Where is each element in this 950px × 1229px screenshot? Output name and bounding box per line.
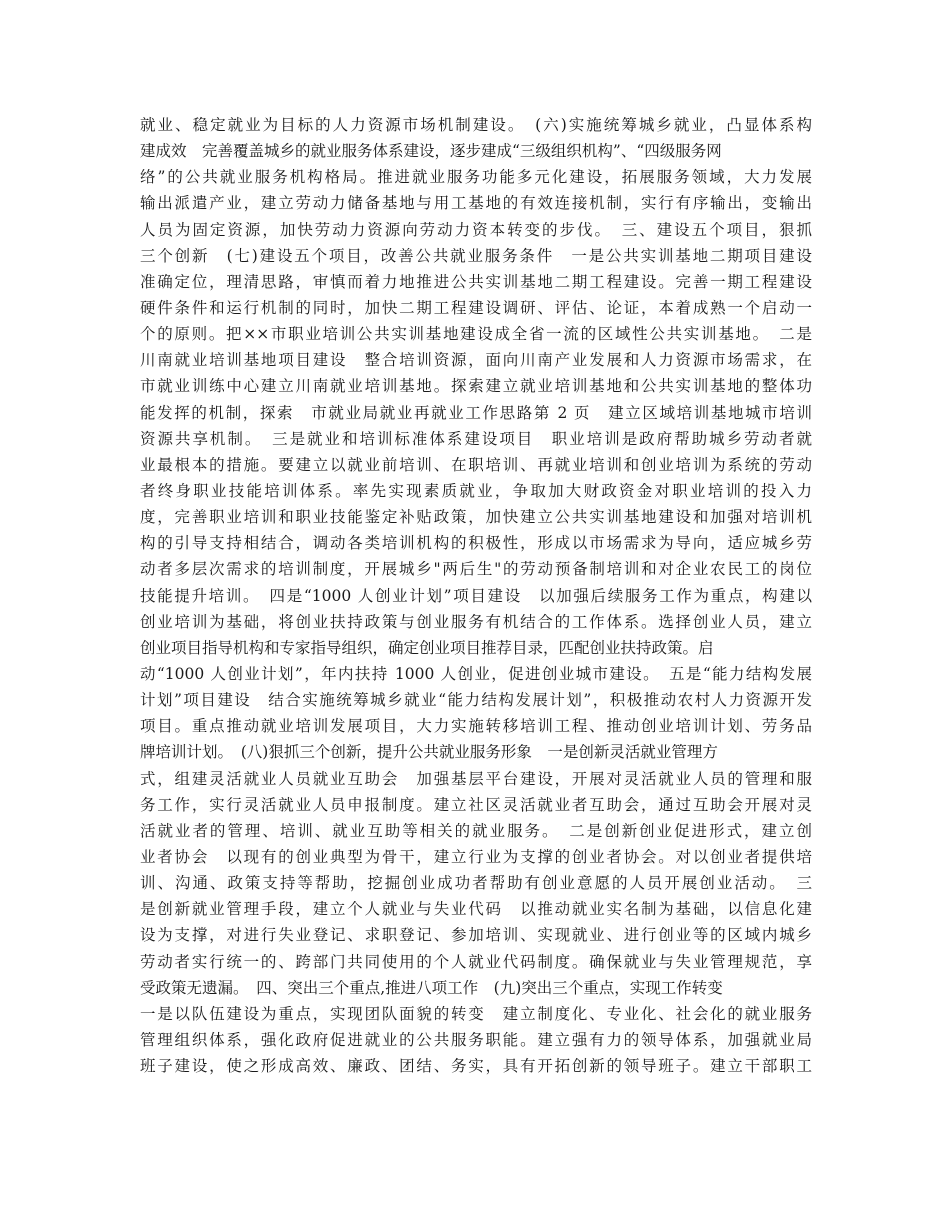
text-line: 动者多层次需求的培训制度，开展城乡"两后生"的劳动预备制培训和对企业农民工的岗位 bbox=[140, 560, 812, 579]
text-line: 硬件条件和运行机制的同时，加快二期工程建设调研、评估、论证，本着成熟一个启动一 bbox=[140, 298, 812, 317]
text-line: 项目。重点推动就业培训发展项目，大力实施转移培训工程、推动创业培训计划、劳务品 bbox=[140, 717, 812, 736]
text-line: 活就业者的管理、培训、就业互助等相关的就业服务。 二是创新创业促进形式，建立创 bbox=[140, 821, 812, 840]
text-line: 是创新就业管理手段，建立个人就业与失业代码 以推动就业实名制为基础，以信息化建 bbox=[140, 900, 812, 919]
text-line: 度，完善职业培训和职业技能鉴定补贴政策，加快建立公共实训基地建设和加强对培训机 bbox=[140, 508, 812, 527]
text-line: 劳动者实行统一的、跨部门共同使用的个人就业代码制度。确保就业与失业管理规范，享 bbox=[140, 952, 812, 971]
text-line: 创业项目指导机构和专家指导组织，确定创业项目推荐目录，匹配创业扶持政策。启 bbox=[140, 638, 714, 657]
text-line: 一是以队伍建设为重点，实现团队面貌的转变 建立制度化、专业化、社会化的就业服务 bbox=[140, 1004, 812, 1023]
text-line: 准确定位，理清思路，审慎而着力地推进公共实训基地二期工程建设。完善一期工程建设 bbox=[140, 272, 812, 291]
text-line: 者终身职业技能培训体系。率先实现素质就业，争取加大财政资金对职业培训的投入力 bbox=[140, 481, 812, 500]
text-line: 管理组织体系，强化政府促进就业的公共服务职能。建立强有力的领导体系，加强就业局 bbox=[140, 1030, 812, 1049]
text-line: 资源共享机制。 三是就业和培训标准体系建设项目 职业培训是政府帮助城乡劳动者就 bbox=[140, 429, 812, 448]
text-line: 构的引导支持相结合，调动各类培训机构的积极性，形成以市场需求为导向，适应城乡劳 bbox=[140, 534, 812, 553]
text-line: 计划”项目建设 结合实施统筹城乡就业“能力结构发展计划”，积极推动农村人力资源开发 bbox=[140, 691, 812, 710]
text-line: 设为支撑，对进行失业登记、求职登记、参加培训、实现就业、进行创业等的区域内城乡 bbox=[140, 926, 812, 945]
text-line: 就业、稳定就业为目标的人力资源市场机制建设。 (六)实施统筹城乡就业，凸显体系构 bbox=[140, 116, 812, 134]
text-line: 动“1000 人创业计划”，年内扶持 1000 人创业，促进创业城市建设。 五是“能力结构发展 bbox=[140, 664, 812, 683]
text-line: 个的原则。把××市职业培训公共实训基地建设成全省一流的区域性公共实训基地。 二是 bbox=[140, 325, 812, 344]
text-line: 技能提升培训。 四是“1000 人创业计划”项目建设 以加强后续服务工作为重点，构建以 bbox=[140, 586, 812, 605]
text-line: 三个创新 (七)建设五个项目，改善公共就业服务条件 一是公共实训基地二期项目建设 bbox=[140, 246, 812, 265]
text-line: 牌培训计划。 (八)狠抓三个创新，提升公共就业服务形象 一是创新灵活就业管理方 bbox=[140, 743, 718, 762]
text-line: 务工作，实行灵活就业人员申报制度。建立社区灵活就业者互助会，通过互助会开展对灵 bbox=[140, 795, 812, 814]
text-line: 班子建设，使之形成高效、廉政、团结、务实，具有开拓创新的领导班子。建立干部职工 bbox=[140, 1057, 812, 1076]
text-line: 式，组建灵活就业人员就业互助会 加强基层平台建设，开展对灵活就业人员的管理和服 bbox=[140, 769, 812, 788]
text-line: 能发挥的机制，探索 市就业局就业再就业工作思路第 2 页 建立区域培训基地城市培训 bbox=[140, 403, 812, 422]
text-line: 业最根本的措施。要建立以就业前培训、在职培训、再就业培训和创业培训为系统的劳动 bbox=[140, 455, 812, 474]
text-line: 市就业训练中心建立川南就业培训基地。探索建立就业培训基地和公共实训基地的整体功 bbox=[140, 377, 812, 396]
text-line: 训、沟通、政策支持等帮助，挖掘创业成功者帮助有创业意愿的人员开展创业活动。 三 bbox=[140, 874, 812, 893]
text-line: 创业培训为基础，将创业扶持政策与创业服务有机结合的工作体系。选择创业人员，建立 bbox=[140, 612, 812, 631]
text-line: 人员为固定资源，加快劳动力资源向劳动力资本转变的步伐。 三、建设五个项目，狠抓 bbox=[140, 220, 812, 239]
text-line: 业者协会 以现有的创业典型为骨干，建立行业为支撑的创业者协会。对以创业者提供培 bbox=[140, 847, 812, 866]
text-line: 受政策无遗漏。 四、突出三个重点,推进八项工作 (九)突出三个重点，实现工作转变 bbox=[140, 978, 723, 997]
text-line: 络”的公共就业服务机构格局。推进就业服务功能多元化建设，拓展服务领域，大力发展 bbox=[140, 168, 812, 187]
body-text bbox=[140, 112, 812, 1079]
text-line: 川南就业培训基地项目建设 整合培训资源，面向川南产业发展和人力资源市场需求，在 bbox=[140, 351, 812, 370]
text-line: 建成效 完善覆盖城乡的就业服务体系建设，逐步建成“三级组织机构”、“四级服务网 bbox=[140, 142, 722, 161]
text-line: 输出派遣产业，建立劳动力储备基地与用工基地的有效连接机制，实行有序输出，变输出 bbox=[140, 194, 812, 213]
